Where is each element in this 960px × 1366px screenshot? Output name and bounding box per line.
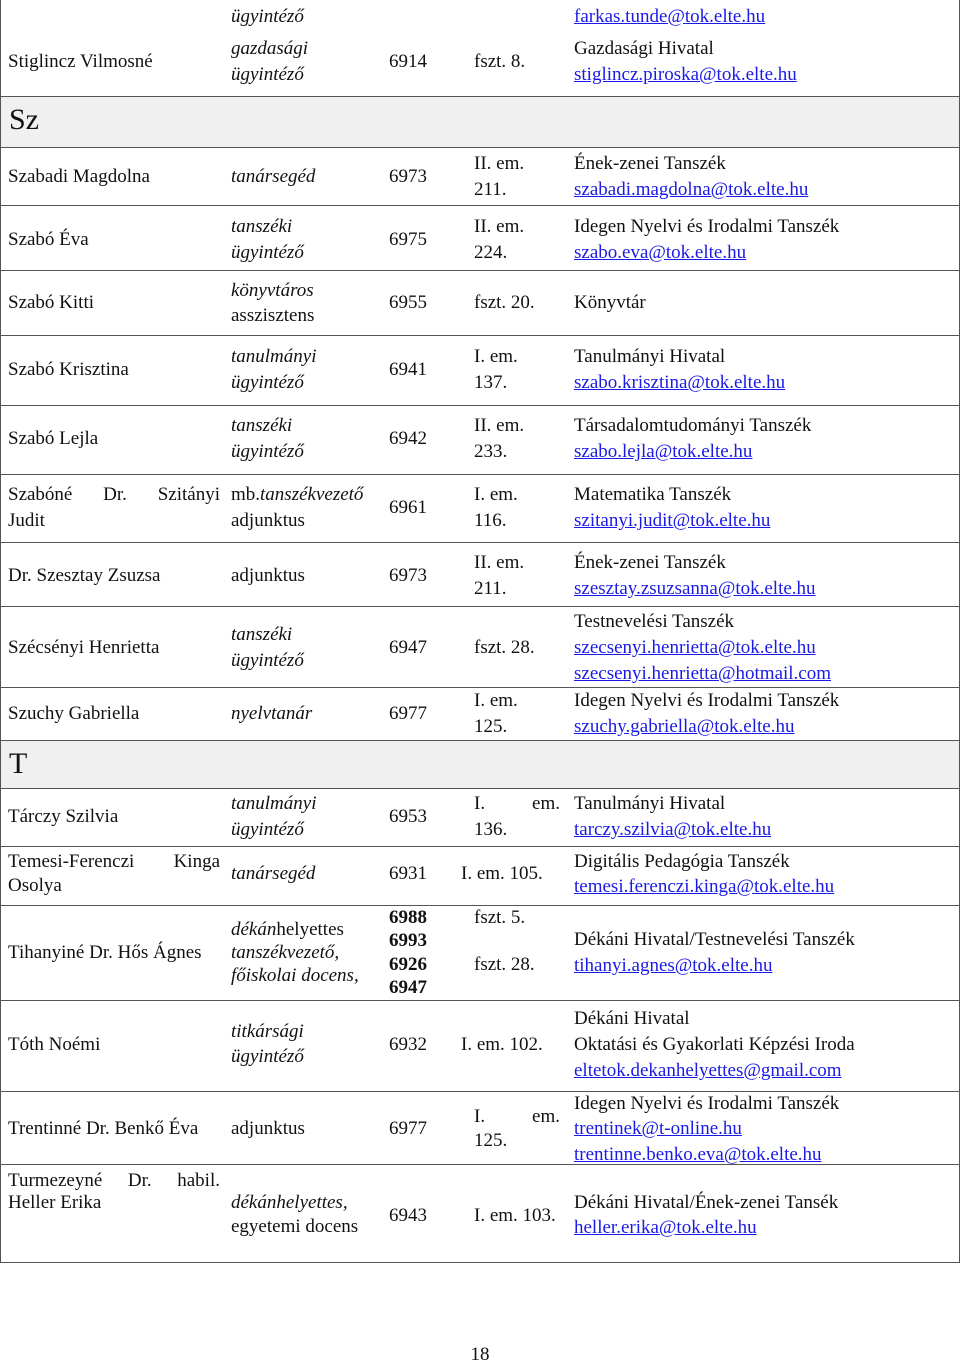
email[interactable]: tarczy.szilvia@tok.elte.hu bbox=[574, 819, 772, 840]
phone-3: 6926 bbox=[389, 954, 427, 975]
email-2[interactable]: trentinne.benko.eva@tok.elte.hu bbox=[574, 1144, 822, 1165]
room: I. em. 102. bbox=[461, 1034, 543, 1055]
unit: Gazdasági Hivatal bbox=[574, 38, 714, 59]
room-line1: I. em. bbox=[474, 793, 560, 814]
unit: Tanulmányi Hivatal bbox=[574, 793, 726, 814]
role-line2: tanszékvezető, bbox=[231, 942, 340, 963]
unit: Idegen Nyelvi és Irodalmi Tanszék bbox=[574, 216, 840, 237]
role-line2: ügyintéző bbox=[231, 372, 304, 393]
room-line1: fszt. 5. bbox=[474, 907, 526, 928]
role: nyelvtanár bbox=[231, 703, 313, 724]
phone: 6932 bbox=[389, 1034, 427, 1055]
email[interactable]: szuchy.gabriella@tok.elte.hu bbox=[574, 716, 795, 737]
person-name-line2: Heller Erika bbox=[8, 1192, 102, 1213]
person-name: Trentinné Dr. Benkő Éva bbox=[8, 1118, 199, 1139]
role-line2: ügyintéző bbox=[231, 64, 304, 85]
room-line2: 211. bbox=[474, 578, 507, 599]
role-line1: tanszéki bbox=[231, 624, 293, 645]
person-name: Tárczy Szilvia bbox=[8, 806, 119, 827]
role-line2: ügyintéző bbox=[231, 242, 304, 263]
phone: 6931 bbox=[389, 863, 427, 884]
person-name: Szabó Kitti bbox=[8, 292, 95, 313]
phone-2: 6993 bbox=[389, 930, 427, 951]
phone: 6943 bbox=[389, 1205, 427, 1226]
phone: 6914 bbox=[389, 51, 427, 72]
unit-line2: Oktatási és Gyakorlati Képzési Iroda bbox=[574, 1034, 855, 1055]
role-line2: ügyintéző bbox=[231, 441, 304, 462]
person-name-line1: Szabóné Dr. Szitányi bbox=[8, 484, 220, 505]
unit: Digitális Pedagógia Tanszék bbox=[574, 851, 790, 872]
role-line1: gazdasági bbox=[231, 38, 309, 59]
room-line1: II. em. bbox=[474, 153, 525, 174]
person-name: Tóth Noémi bbox=[8, 1034, 101, 1055]
person-name-line2: Osolya bbox=[8, 875, 62, 896]
email[interactable]: szabo.krisztina@tok.elte.hu bbox=[574, 372, 786, 393]
role-line2: egyetemi docens bbox=[231, 1216, 359, 1237]
email[interactable]: szitanyi.judit@tok.elte.hu bbox=[574, 510, 771, 531]
person-name-line1: Turmezeyné Dr. habil. bbox=[8, 1170, 220, 1191]
email[interactable]: szabadi.magdolna@tok.elte.hu bbox=[574, 179, 809, 200]
person-name: Dr. Szesztay Zsuzsa bbox=[8, 565, 161, 586]
phone: 6975 bbox=[389, 229, 427, 250]
room-line2: 211. bbox=[474, 179, 507, 200]
room-line2: 116. bbox=[474, 510, 507, 531]
role-line1: mb.tanszékvezető bbox=[231, 484, 364, 505]
email[interactable]: szesztay.zsuzsanna@tok.elte.hu bbox=[574, 578, 816, 599]
phone: 6955 bbox=[389, 292, 427, 313]
phone: 6941 bbox=[389, 359, 427, 380]
person-name: Szabó Éva bbox=[8, 229, 89, 250]
person-name: Szécsényi Henrietta bbox=[8, 637, 160, 658]
unit: Társadalomtudományi Tanszék bbox=[574, 415, 812, 436]
unit: Tanulmányi Hivatal bbox=[574, 346, 726, 367]
role-line2: adjunktus bbox=[231, 510, 305, 531]
email-1[interactable]: szecsenyi.henrietta@tok.elte.hu bbox=[574, 637, 816, 658]
person-name: Szabó Lejla bbox=[8, 428, 99, 449]
email[interactable]: temesi.ferenczi.kinga@tok.elte.hu bbox=[574, 876, 835, 897]
person-name-line2: Judit bbox=[8, 510, 45, 531]
room-line1: I. em. bbox=[474, 484, 518, 505]
room-line2: 233. bbox=[474, 441, 508, 462]
phone: 6973 bbox=[389, 166, 427, 187]
room: I. em. 105. bbox=[461, 863, 543, 884]
person-name: Szabó Krisztina bbox=[8, 359, 129, 380]
phone: 6961 bbox=[389, 497, 427, 518]
unit: Könyvtár bbox=[574, 292, 646, 313]
email[interactable]: heller.erika@tok.elte.hu bbox=[574, 1217, 757, 1238]
email[interactable]: szabo.lejla@tok.elte.hu bbox=[574, 441, 753, 462]
room-line1: II. em. bbox=[474, 415, 525, 436]
email[interactable]: szabo.eva@tok.elte.hu bbox=[574, 242, 747, 263]
email[interactable]: eltetok.dekanhelyettes@gmail.com bbox=[574, 1060, 842, 1081]
role-line1: titkársági bbox=[231, 1021, 304, 1042]
phone: 6977 bbox=[389, 1118, 427, 1139]
page-number: 18 bbox=[470, 1344, 490, 1365]
unit: Dékáni Hivatal/Ének-zenei Tansék bbox=[574, 1192, 839, 1213]
role-line1: tanulmányi bbox=[231, 793, 317, 814]
role-line1: dékánhelyettes bbox=[231, 919, 344, 940]
room: fszt. 28. bbox=[474, 637, 535, 658]
phone: 6973 bbox=[389, 565, 427, 586]
role-prev: ügyintéző bbox=[231, 6, 304, 27]
phone-4: 6947 bbox=[389, 977, 427, 998]
section-header-t: T bbox=[9, 747, 28, 780]
unit: Idegen Nyelvi és Irodalmi Tanszék bbox=[574, 690, 840, 711]
room-line2: 136. bbox=[474, 819, 508, 840]
email-prev[interactable]: farkas.tunde@tok.elte.hu bbox=[574, 6, 766, 27]
email-2[interactable]: szecsenyi.henrietta@hotmail.com bbox=[574, 663, 832, 684]
room: I. em. 103. bbox=[474, 1205, 556, 1226]
room-line1: I. em. bbox=[474, 1106, 560, 1127]
email[interactable]: stiglincz.piroska@tok.elte.hu bbox=[574, 64, 797, 85]
role: adjunktus bbox=[231, 565, 305, 586]
room-line2: fszt. 28. bbox=[474, 954, 535, 975]
unit: Ének-zenei Tanszék bbox=[574, 153, 726, 174]
role: tanársegéd bbox=[231, 166, 316, 187]
role-line1: tanszéki bbox=[231, 415, 293, 436]
unit: Matematika Tanszék bbox=[574, 484, 732, 505]
room-line1: I. em. bbox=[474, 346, 518, 367]
unit: Idegen Nyelvi és Irodalmi Tanszék bbox=[574, 1093, 840, 1114]
person-name: Szuchy Gabriella bbox=[8, 703, 140, 724]
email[interactable]: tihanyi.agnes@tok.elte.hu bbox=[574, 955, 773, 976]
unit-line1: Dékáni Hivatal bbox=[574, 1008, 690, 1029]
room-line1: II. em. bbox=[474, 552, 525, 573]
email-1[interactable]: trentinek@t-online.hu bbox=[574, 1118, 742, 1139]
room-line2: 224. bbox=[474, 242, 508, 263]
phone-1: 6988 bbox=[389, 907, 427, 928]
phone: 6942 bbox=[389, 428, 427, 449]
room: fszt. 8. bbox=[474, 51, 526, 72]
person-name-line1: Temesi-Ferenczi Kinga bbox=[8, 851, 220, 872]
role-line2: ügyintéző bbox=[231, 650, 304, 671]
role-line1: könyvtáros bbox=[231, 280, 314, 301]
person-name: Tihanyiné Dr. Hős Ágnes bbox=[8, 942, 202, 963]
room-line1: I. em. bbox=[474, 690, 518, 711]
role-line1: tanulmányi bbox=[231, 346, 317, 367]
role-line1: tanszéki bbox=[231, 216, 293, 237]
room-line2: 137. bbox=[474, 372, 508, 393]
unit: Testnevelési Tanszék bbox=[574, 611, 735, 632]
phone: 6977 bbox=[389, 703, 427, 724]
room-line2: 125. bbox=[474, 1130, 508, 1151]
room-line1: II. em. bbox=[474, 216, 525, 237]
role: tanársegéd bbox=[231, 863, 316, 884]
role-line3: főiskolai docens, bbox=[231, 965, 359, 986]
room: fszt. 20. bbox=[474, 292, 535, 313]
section-header-sz: Sz bbox=[9, 103, 39, 136]
person-name: Szabadi Magdolna bbox=[8, 166, 150, 187]
role-line2: asszisztens bbox=[231, 305, 315, 326]
role-line2: ügyintéző bbox=[231, 1046, 304, 1067]
role: adjunktus bbox=[231, 1118, 305, 1139]
role-line1: dékánhelyettes, bbox=[231, 1192, 348, 1213]
role-line2: ügyintéző bbox=[231, 819, 304, 840]
person-name: Stiglincz Vilmosné bbox=[8, 51, 153, 72]
room-line2: 125. bbox=[474, 716, 508, 737]
phone: 6947 bbox=[389, 637, 427, 658]
unit: Dékáni Hivatal/Testnevelési Tanszék bbox=[574, 929, 855, 950]
phone: 6953 bbox=[389, 806, 427, 827]
unit: Ének-zenei Tanszék bbox=[574, 552, 726, 573]
